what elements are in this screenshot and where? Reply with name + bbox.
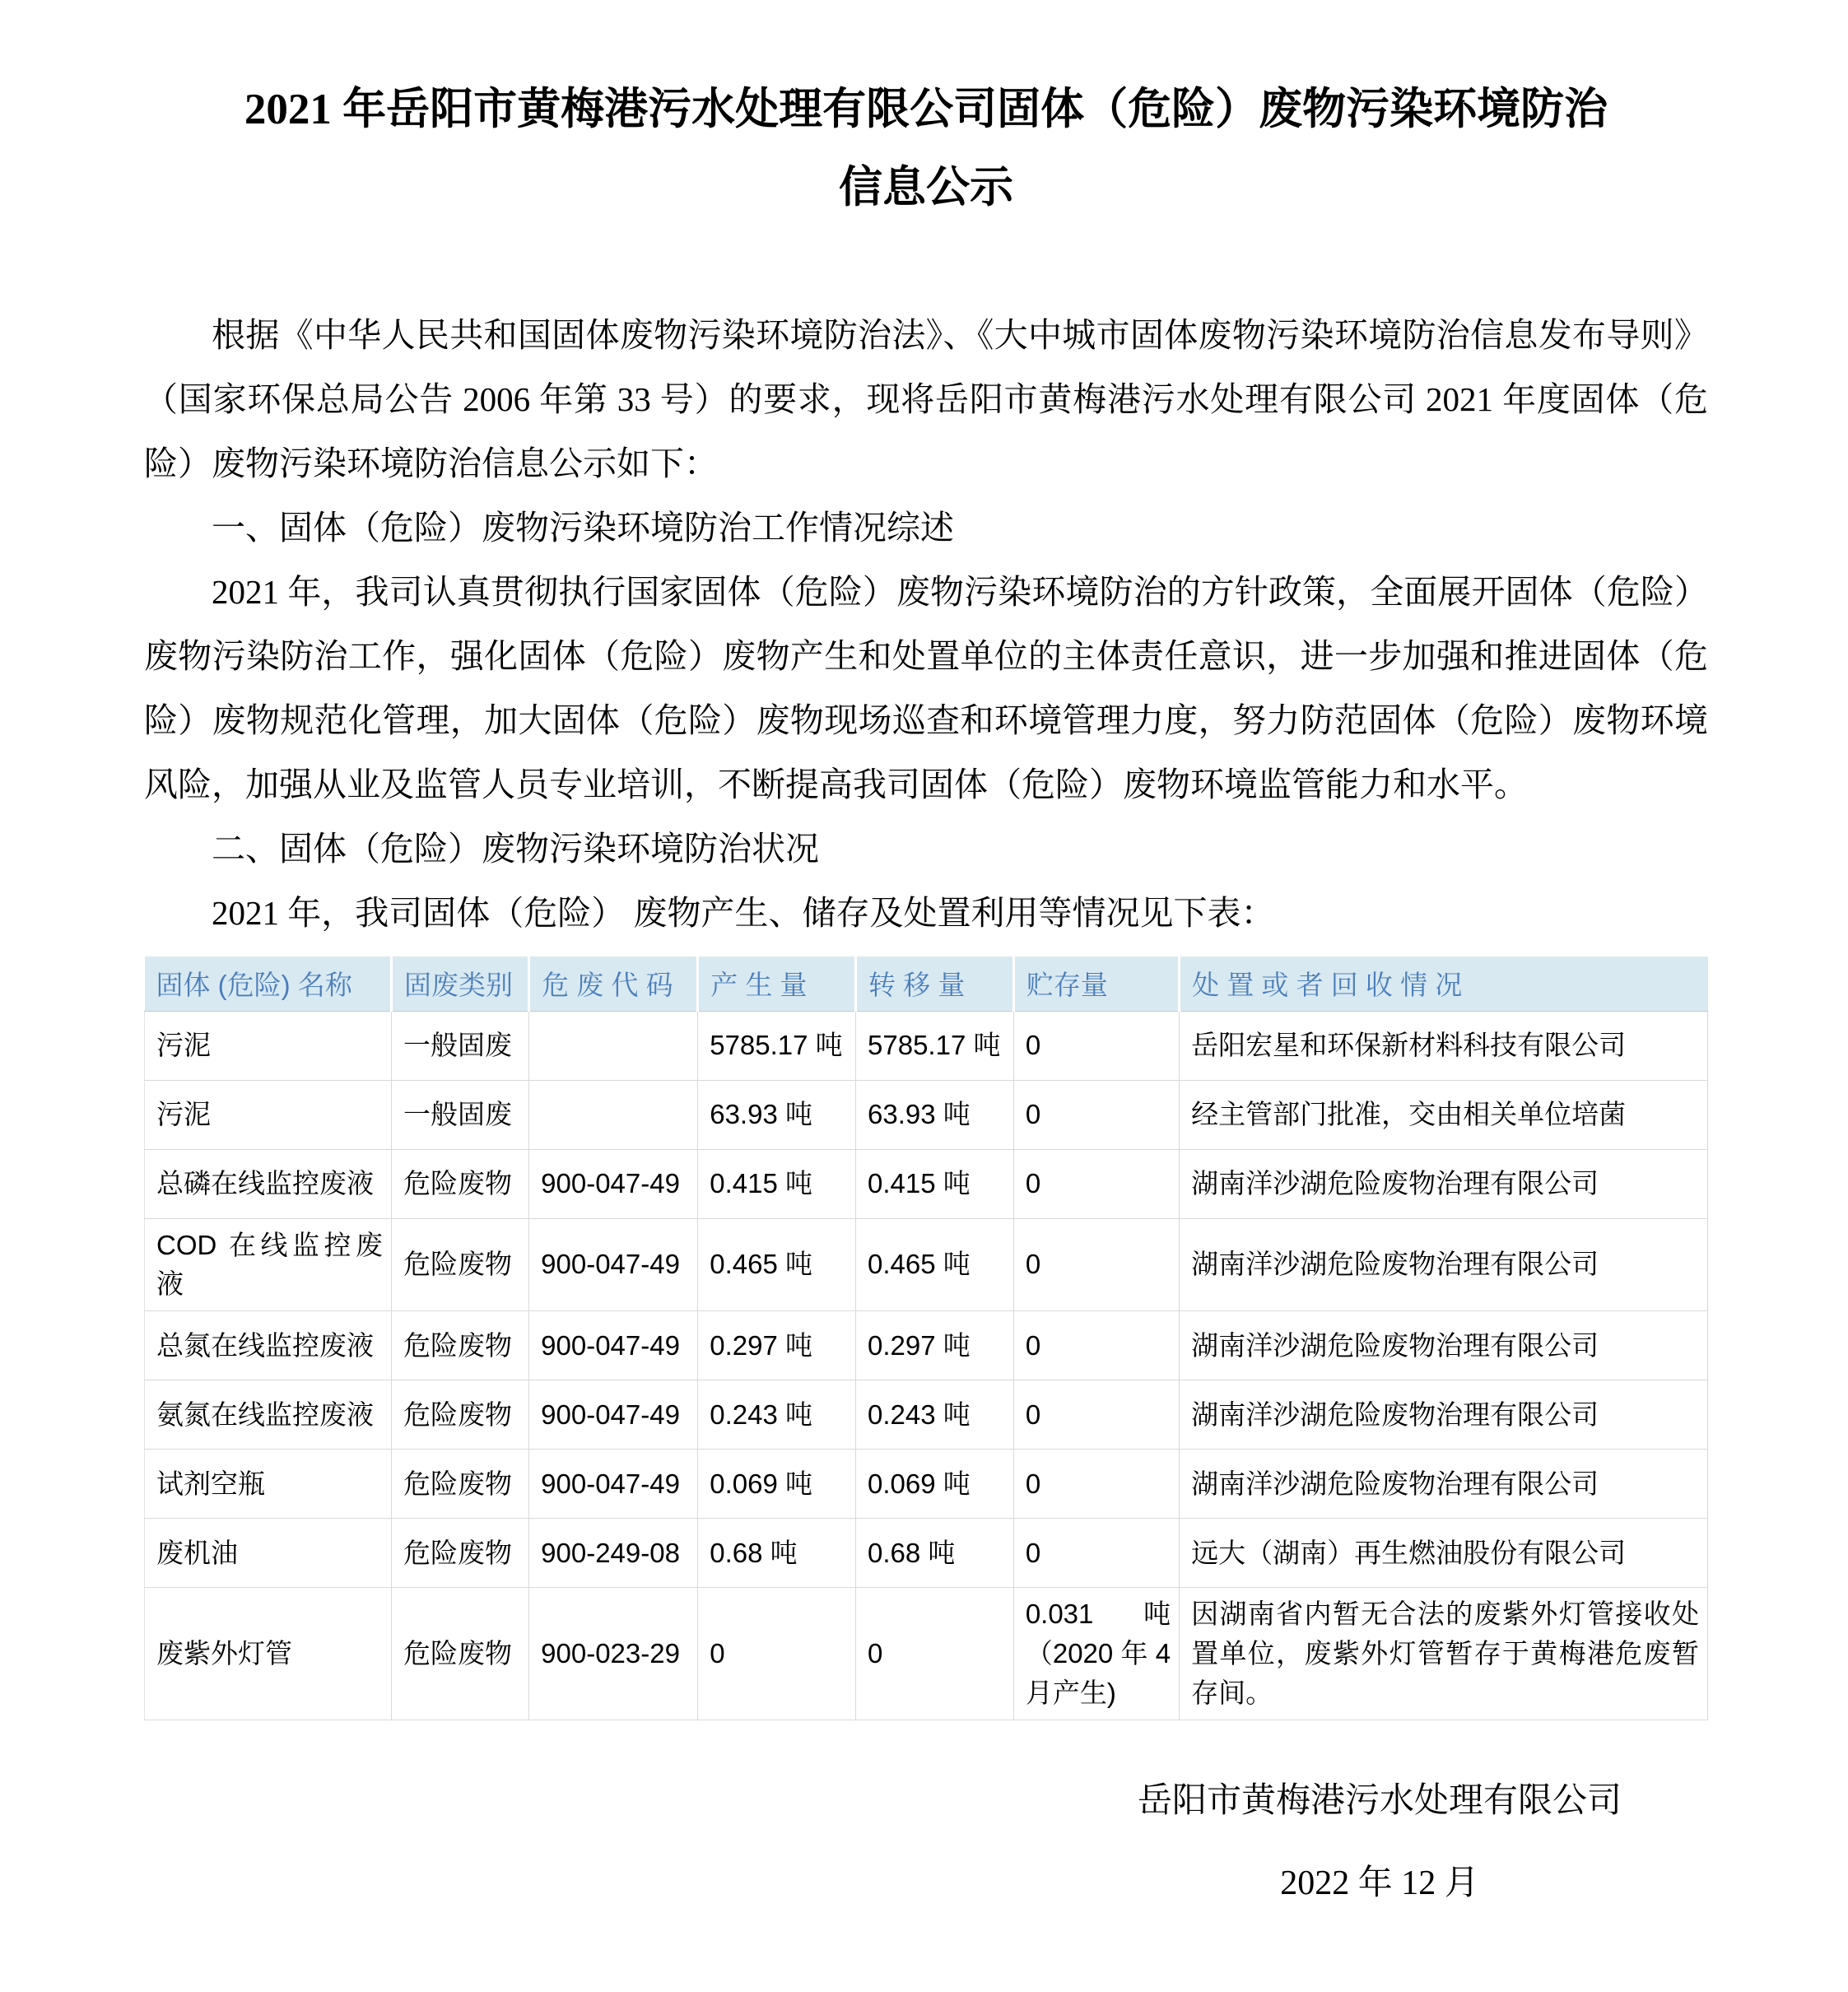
table-cell	[529, 1080, 698, 1149]
table-cell: 0.465 吨	[698, 1218, 856, 1311]
table-cell: 湖南洋沙湖危险废物治理有限公司	[1180, 1149, 1708, 1218]
table-cell: 900-047-49	[529, 1311, 698, 1380]
table-cell: 900-023-29	[529, 1588, 698, 1720]
table-cell: 0	[1013, 1218, 1179, 1311]
table-cell: 废紫外灯管	[145, 1588, 392, 1720]
table-cell	[529, 1011, 698, 1080]
table-cell: 0	[1013, 1311, 1179, 1380]
table-cell: 0.031 吨（2020 年 4 月产生)	[1013, 1588, 1179, 1720]
table-cell: 900-249-08	[529, 1519, 698, 1588]
table-cell: 湖南洋沙湖危险废物治理有限公司	[1180, 1450, 1708, 1519]
paragraph: 2021 年，我司固体（危险） 废物产生、储存及处置利用等情况见下表：	[212, 894, 1275, 932]
table-cell: 经主管部门批准，交由相关单位培菌	[1180, 1080, 1708, 1149]
table-cell: 0.68 吨	[856, 1519, 1014, 1588]
paragraph: 根据《中华人民共和国固体废物污染环境防治法》、《大中城市固体废物污染环境防治信息发布导则》（国家环保总局公告 2006 年第 33 号）的要求，现将岳阳市黄梅港污水处理有限公司 2021 年度固体（危险）废物污染环境防治信息公示如下：	[144, 316, 1708, 482]
table-cell: 废机油	[145, 1519, 392, 1588]
table-row	[145, 1519, 1708, 1588]
table-cell: 危险废物	[392, 1149, 529, 1218]
table-row	[145, 1380, 1708, 1450]
table-cell: 0.243 吨	[698, 1380, 856, 1450]
table-cell: 900-047-49	[529, 1380, 698, 1450]
table-cell: 0.297 吨	[698, 1311, 856, 1380]
document-footer	[1051, 1760, 1708, 1925]
table-cell: 0.415 吨	[698, 1149, 856, 1218]
column-header: 贮存量	[1013, 956, 1179, 1011]
table-cell: 900-047-49	[529, 1450, 698, 1519]
table-cell: 湖南洋沙湖危险废物治理有限公司	[1180, 1311, 1708, 1380]
table-cell: 63.93 吨	[856, 1080, 1014, 1149]
column-header: 产 生 量	[698, 956, 856, 1011]
table-cell: 0	[1013, 1011, 1179, 1080]
table-cell: 900-047-49	[529, 1218, 698, 1311]
table-cell: 远大（湖南）再生燃油股份有限公司	[1180, 1519, 1708, 1588]
table-cell: 总氮在线监控废液	[145, 1311, 392, 1380]
table-cell: 湖南洋沙湖危险废物治理有限公司	[1180, 1218, 1708, 1311]
table-row	[145, 1218, 1708, 1311]
page-title-line2: 信息公示	[839, 164, 1013, 212]
table-cell: 危险废物	[392, 1519, 529, 1588]
table-cell: 900-047-49	[529, 1149, 698, 1218]
table-cell: 0.465 吨	[856, 1218, 1014, 1311]
table-cell: 0.68 吨	[698, 1519, 856, 1588]
table-header-row	[145, 956, 1708, 1011]
table-cell: 0.243 吨	[856, 1380, 1014, 1450]
table-header	[145, 956, 1708, 1011]
table-cell: 0	[698, 1588, 856, 1720]
table-cell: 0.415 吨	[856, 1149, 1014, 1218]
table-cell: 0	[1013, 1149, 1179, 1218]
page-title-line1: 2021 年岳阳市黄梅港污水处理有限公司固体（危险）废物污染环境防治	[244, 86, 1608, 133]
table-cell: 一般固废	[392, 1011, 529, 1080]
footer-date: 2022 年 12 月	[1280, 1864, 1479, 1902]
table-cell: 一般固废	[392, 1080, 529, 1149]
paragraph: 2021 年，我司认真贯彻执行国家固体（危险）废物污染环境防治的方针政策，全面展开固体（危险）废物污染防治工作，强化固体（危险）废物产生和处置单位的主体责任意识，进一步加强和推进固体（危险）废物规范化管理，加大固体（危险）废物现场巡查和环境管理力度，努力防范固体（危险）废物环境风险，加强从业及监管人员专业培训，不断提高我司固体（危险）废物环境监管能力和水平。	[144, 573, 1708, 803]
table-cell: 0	[1013, 1450, 1179, 1519]
table-cell: 5785.17 吨	[698, 1011, 856, 1080]
table-row	[145, 1588, 1708, 1720]
column-header: 固废类别	[392, 956, 529, 1011]
table-cell: 岳阳宏星和环保新材料科技有限公司	[1180, 1011, 1708, 1080]
table-cell: 总磷在线监控废液	[145, 1149, 392, 1218]
column-header: 处 置 或 者 回 收 情 况	[1180, 956, 1708, 1011]
table-cell: 氨氮在线监控废液	[145, 1380, 392, 1450]
paragraph: 二、固体（危险）废物污染环境防治状况	[212, 830, 819, 868]
table-cell: 0.069 吨	[856, 1450, 1014, 1519]
table-cell: COD 在线监控废液	[145, 1218, 392, 1311]
page-title	[144, 71, 1708, 227]
table-cell: 危险废物	[392, 1450, 529, 1519]
table-cell: 危险废物	[392, 1311, 529, 1380]
table-cell: 0.069 吨	[698, 1450, 856, 1519]
table-cell: 63.93 吨	[698, 1080, 856, 1149]
table-cell: 污泥	[145, 1011, 392, 1080]
table-cell: 0	[856, 1588, 1014, 1720]
table-cell: 0	[1013, 1380, 1179, 1450]
table-cell: 0.297 吨	[856, 1311, 1014, 1380]
table-cell: 试剂空瓶	[145, 1450, 392, 1519]
table-cell: 5785.17 吨	[856, 1011, 1014, 1080]
column-header: 危 废 代 码	[529, 956, 698, 1011]
paragraph: 一、固体（危险）废物污染环境防治工作情况综述	[212, 509, 954, 547]
paragraph-container	[144, 303, 1708, 945]
column-header: 固体 (危险) 名称	[145, 956, 392, 1011]
table-row	[145, 1080, 1708, 1149]
table-row	[145, 1149, 1708, 1218]
table-cell: 0	[1013, 1080, 1179, 1149]
table-cell: 危险废物	[392, 1588, 529, 1720]
table-row	[145, 1011, 1708, 1080]
table-cell: 危险废物	[392, 1218, 529, 1311]
footer-company-name: 岳阳市黄梅港污水处理有限公司	[1137, 1781, 1622, 1820]
table-body	[145, 1011, 1708, 1720]
table-row	[145, 1311, 1708, 1380]
waste-table	[144, 956, 1708, 1720]
table-cell: 危险废物	[392, 1380, 529, 1450]
table-cell: 0	[1013, 1519, 1179, 1588]
table-row	[145, 1450, 1708, 1519]
column-header: 转 移 量	[856, 956, 1014, 1011]
table-cell: 湖南洋沙湖危险废物治理有限公司	[1180, 1380, 1708, 1450]
table-cell: 因湖南省内暂无合法的废紫外灯管接收处置单位，废紫外灯管暂存于黄梅港危废暂存间。	[1180, 1588, 1708, 1720]
table-cell: 污泥	[145, 1080, 392, 1149]
